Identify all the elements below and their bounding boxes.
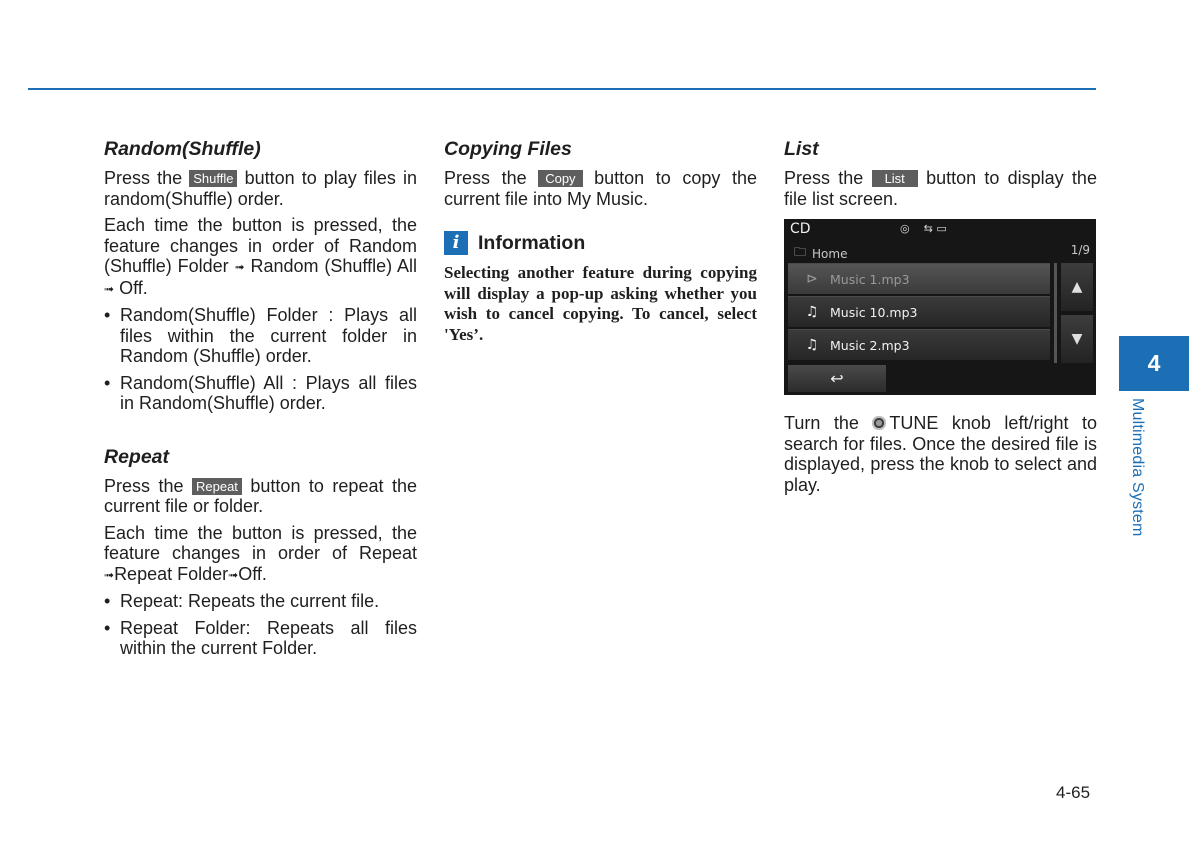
chapter-number: 4 — [1119, 336, 1189, 391]
repeat-bullet-list — [104, 591, 417, 659]
tune-paragraph: Turn the TUNE knob left/right to search for files. Once the desired file is displayed, press the knob to select and play. — [784, 413, 1097, 495]
chapter-title: Multimedia System — [1129, 398, 1146, 537]
info-icon: i — [444, 231, 468, 255]
back-button[interactable] — [788, 365, 886, 392]
arrow-icon: ➟ — [104, 281, 115, 296]
list-button-graphic: List — [872, 170, 918, 187]
information-body: Selecting another feature during copying will display a pop-up asking whether you wish to cancel copying. To cancel, select 'Yes’. — [444, 263, 757, 344]
folder-path: 🗀 Home — [794, 243, 847, 264]
file-list-screen — [784, 219, 1096, 395]
scroll-up-button[interactable] — [1061, 263, 1093, 311]
shuffle-paragraph-1: Press the Shuffle button to play files in random(Shuffle) order. — [104, 168, 417, 209]
repeat-button-graphic: Repeat — [192, 478, 242, 495]
list-paragraph: Press the List button to display the file list screen. — [784, 168, 1097, 209]
list-item[interactable]: ♫ Music 10.mp3 — [788, 296, 1050, 327]
music-note-icon: ♫ — [805, 304, 819, 320]
list-item: • Random(Shuffle) All : Plays all files in Random(Shuffle) order. — [104, 373, 417, 414]
back-arrow-icon: ↩ — [830, 369, 844, 388]
page-number: 4-65 — [1056, 783, 1091, 802]
music-note-icon: ♫ — [805, 337, 819, 353]
triangle-up-icon: ▲ — [1071, 279, 1083, 295]
copy-paragraph: Press the Copy button to copy the current file into My Music. — [444, 168, 757, 209]
arrow-icon: ➟ — [228, 567, 239, 582]
section-title-shuffle: Random(Shuffle) — [104, 138, 261, 160]
repeat-paragraph-1: Press the Repeat button to repeat the current file or folder. — [104, 475, 417, 516]
play-icon: ⊳ — [806, 271, 818, 287]
list-item: • Repeat: Repeats the current file. — [104, 591, 417, 612]
repeat-paragraph-2: Each time the button is pressed, the feature changes in order of Repeat ➟Repeat Folder➟Off. — [104, 522, 417, 584]
disc-icon: ◎ — [900, 222, 910, 235]
column-2 — [444, 136, 757, 345]
shuffle-bullet-list — [104, 305, 417, 414]
section-title-repeat: Repeat — [104, 445, 170, 468]
section-title-list: List — [784, 138, 819, 160]
information-heading — [444, 231, 757, 255]
arrow-icon: ➟ — [104, 567, 115, 582]
list-item: • Random(Shuffle) Folder : Plays all files within the current folder in Random (Shuffle) order. — [104, 305, 417, 367]
list-item: • Repeat Folder: Repeats all files within the current Folder. — [104, 618, 417, 659]
section-title-copying: Copying Files — [444, 138, 572, 160]
copy-button-graphic: Copy — [538, 170, 582, 187]
usb-icon: ⇆ ▭ — [923, 222, 947, 235]
scroll-down-button[interactable] — [1061, 315, 1093, 363]
screen-title: CD — [790, 221, 811, 237]
list-item[interactable]: ⊳ Music 1.mp3 — [788, 263, 1050, 294]
list-item[interactable]: ♫ Music 2.mp3 — [788, 329, 1050, 360]
tune-knob-icon — [872, 416, 886, 430]
information-label: Information — [478, 231, 586, 254]
scrollbar[interactable] — [1054, 263, 1057, 363]
shuffle-button-graphic: Shuffle — [189, 170, 237, 187]
triangle-down-icon: ▼ — [1071, 331, 1083, 347]
top-rule — [28, 88, 1096, 90]
column-1 — [104, 136, 417, 665]
column-3 — [784, 136, 1097, 501]
arrow-icon: ➟ — [234, 260, 245, 274]
file-count: 1/9 — [1070, 243, 1090, 257]
status-icons — [900, 222, 947, 235]
folder-icon: 🗀 — [794, 245, 807, 259]
shuffle-paragraph-2: Each time the button is pressed, the feature changes in order of Random (Shuffle) Folder ➟ Random (Shuffle) All ➟ Off. — [104, 215, 417, 298]
